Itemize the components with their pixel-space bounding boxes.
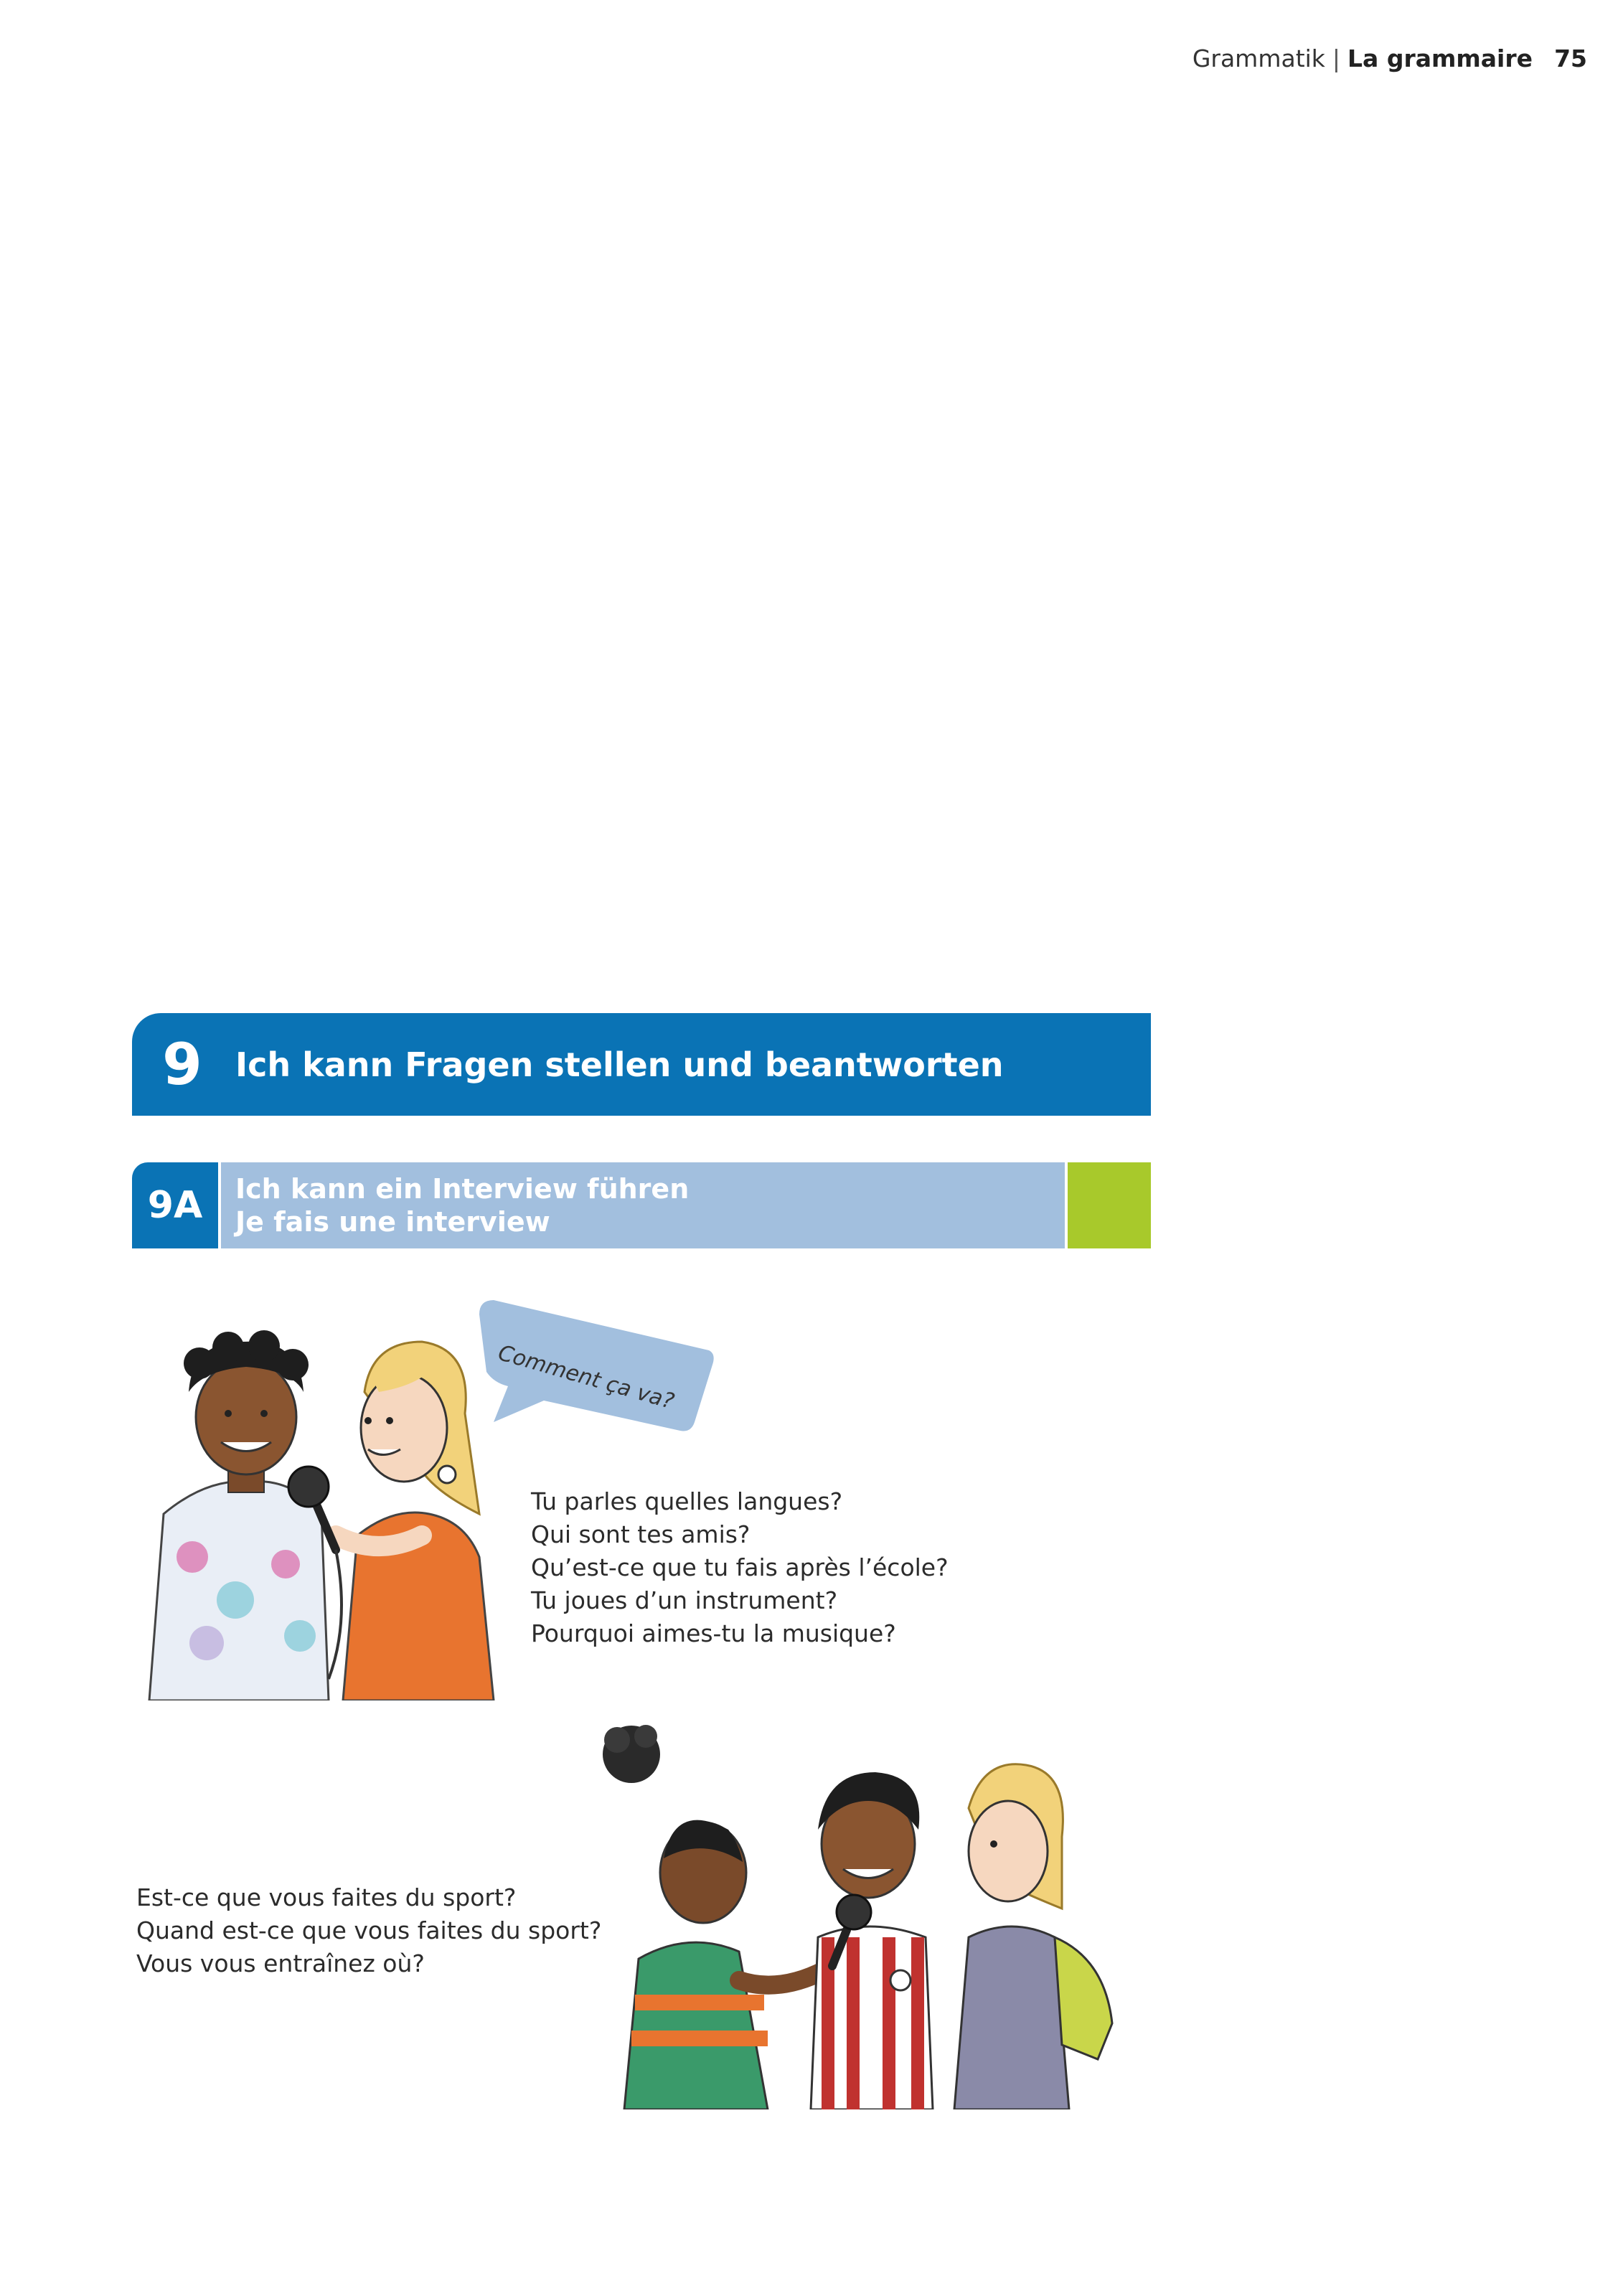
chapter-banner <box>132 1013 1151 1116</box>
question-list-2 <box>136 1881 601 1980</box>
running-head-subject-fr: La grammaire <box>1347 44 1533 72</box>
question-item: Tu parles quelles langues? <box>531 1487 843 1515</box>
question-item: Qu’est-ce que tu fais après l’école? <box>531 1553 949 1581</box>
running-head-separator: | <box>1332 44 1341 72</box>
running-head-subject-de: Grammatik <box>1192 44 1325 72</box>
section-title-fr: Je fais une interview <box>235 1206 550 1238</box>
interviewer-girl-figure <box>603 1725 832 2109</box>
blonde-girl-figure <box>954 1764 1112 2109</box>
chapter-number: 9 <box>162 1030 202 1098</box>
interviewee-boy-figure <box>811 1772 933 2109</box>
question-list-1 <box>531 1485 949 1650</box>
girl-figure <box>336 1342 494 1700</box>
chapter-title: Ich kann Fragen stellen und beantworten <box>235 1045 1004 1084</box>
running-head <box>1192 42 1533 75</box>
page-number: 75 <box>1554 44 1587 72</box>
section-titles <box>221 1162 1065 1248</box>
section-code: 9A <box>132 1162 218 1248</box>
section-accent-block <box>1068 1162 1151 1248</box>
question-item: Vous vous entraînez où? <box>136 1949 425 1977</box>
question-item: Quand est-ce que vous faites du sport? <box>136 1916 602 1944</box>
group-interview-illustration <box>596 1722 1162 2109</box>
question-item: Tu joues d’un instrument? <box>531 1586 838 1614</box>
section-title-de: Ich kann ein Interview führen <box>235 1173 690 1205</box>
speech-bubble-text: Comment ça va? <box>495 1340 677 1415</box>
boy-figure <box>149 1330 329 1700</box>
question-item: Pourquoi aimes-tu la musique? <box>531 1619 896 1647</box>
question-item: Est-ce que vous faites du sport? <box>136 1883 517 1911</box>
section-header <box>132 1162 1151 1248</box>
question-item: Qui sont tes amis? <box>531 1520 751 1548</box>
